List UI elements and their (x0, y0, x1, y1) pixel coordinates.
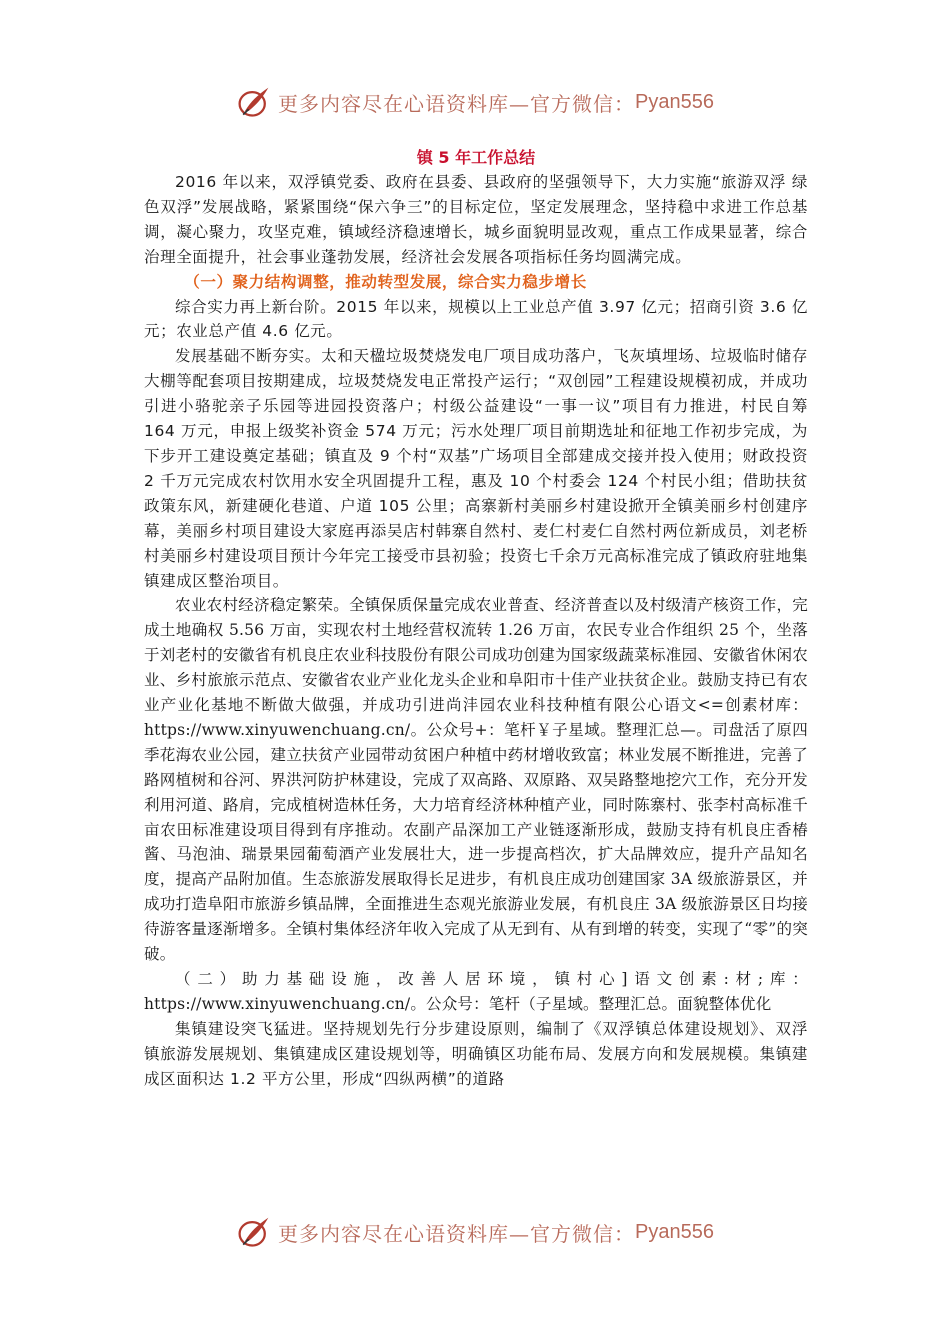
document-title: 镇 5 年工作总结 (416, 148, 536, 167)
banner-wechat-id: Pyan556 (635, 90, 714, 113)
banner-text: 更多内容尽在心语资料库—官方微信： (278, 91, 636, 116)
section-heading-2: （二）助力基础设施，改善人居环境，镇村心]语文创素:材;库：https://www.xinyuwenchuang.cn/。公众号：笔杆（子星域。整理汇总。面貌整体优化 (144, 970, 808, 1013)
quill-logo-icon (236, 84, 272, 120)
paragraph-intro: 2016 年以来，双浮镇党委、政府在县委、县政府的坚强领导下，大力实施“旅游双浮 绿色双浮”发展战略，紧紧围绕“保六争三”的目标定位，坚定发展理念，坚持稳中求进工作总基调，凝心聚力，攻坚克难，镇域经济稳速增长，城乡面貌明显改观，重点工作成果显著，综合治理全面提升，社会事业蓬勃发展，经济社会发展各项指标任务均圆满完成。 (144, 173, 808, 266)
section-heading-1: （一）聚力结构调整，推动转型发展，综合实力稳步增长 (184, 272, 587, 291)
document-body (144, 146, 808, 1092)
paragraph-agriculture: 农业农村经济稳定繁荣。全镇保质保量完成农业普查、经济普查以及村级清产核资工作，完成土地确权 5.56 万亩，实现农村土地经营权流转 1.26 万亩，农民专业合作组织 25 个，坐落于刘老村的安徽省有机良庄农业科技股份有限公司成功创建为国家级蔬菜标准园、安徽省休闲农业、乡村旅旅示范点、安徽省农业产业化龙头企业和阜阳市十佳产业扶贫企业。鼓励支持已有农业产业化基地不断做大做强，并成功引进尚沣园农业科技种植有限公心语文<=创素材库：https://www.xinyuwenchuang.cn/。公众号+：笔杆￥子星域。整理汇总—。司盘活了原四季花海农业公园，建立扶贫产业园带动贫困户种植中药材增收致富；林业发展不断推进，完善了路网植树和谷河、界洪河防护林建设，完成了双高路、双原路、双吴路整地挖穴工作，充分开发利用河道、路肩，完成植树造林任务，大力培育经济林种植产业，同时陈寨村、张李村高标准千亩农田标准建设项目得到有序推动。农副产品深加工产业链逐渐形成，鼓励支持有机良庄香椿酱、马泡油、瑞景果园葡萄酒产业发展壮大，进一步提高档次，扩大品牌效应，提升产品知名度，提高产品附加值。生态旅游发展取得长足进步，有机良庄成功创建国家 3A 级旅游景区，并成功打造阜阳市旅游乡镇品牌，全面推进生态观光旅游业发展，有机良庄 3A 级旅游景区日均接待游客量逐渐增多。全镇村集体经济年收入完成了从无到有、从有到增的转变，实现了“零”的突破。 (144, 596, 808, 964)
paragraph-town-construction: 集镇建设突飞猛进。坚持规划先行分步建设原则，编制了《双浮镇总体建设规划》、双浮镇旅游发展规划、集镇建成区建设规划等，明确镇区功能布局、发展方向和发展规模。集镇建成区面积达 1.2 平方公里，形成“四纵两横”的道路 (144, 1019, 808, 1088)
paragraph-strength: 综合实力再上新台阶。2015 年以来，规模以上工业总产值 3.97 亿元；招商引资 3.6 亿元；农业总产值 4.6 亿元。 (144, 297, 808, 341)
paragraph-foundation: 发展基础不断夯实。太和天楹垃圾焚烧发电厂项目成功落户，飞灰填埋场、垃圾临时储存大棚等配套项目按期建成，垃圾焚烧发电正常投产运行；“双创园”工程建设规模初成，并成功引进小骆驼亲子乐园等进园投资落户；村级公益建设“一事一议”项目有力推进，村民自筹 164 万元，申报上级奖补资金 574 万元；污水处理厂项目前期选址和征地工作初步完成，为下步开工建设奠定基础；镇直及 9 个村“双基”广场项目全部建成交接并投入使用；财政投资 2 千万元完成农村饮用水安全巩固提升工程，惠及 10 个村委会 124 个村民小组；借助扶贫政策东风，新建硬化巷道、户道 105 公里；高寨新村美丽乡村建设掀开全镇美丽乡村创建序幕，美丽乡村项目建设大家庭再添吴店村韩寨自然村、麦仁村麦仁自然村两位新成员，刘老桥村美丽乡村建设项目预计今年完工接受市县初验；投资七千余万元高标准完成了镇政府驻地集镇建成区整治项目。 (144, 347, 808, 590)
banner-wechat-id: Pyan556 (635, 1220, 714, 1243)
footer-banner (0, 1210, 950, 1254)
quill-logo-icon (236, 1214, 272, 1250)
banner-text: 更多内容尽在心语资料库—官方微信： (278, 1221, 636, 1246)
header-banner (0, 80, 950, 124)
